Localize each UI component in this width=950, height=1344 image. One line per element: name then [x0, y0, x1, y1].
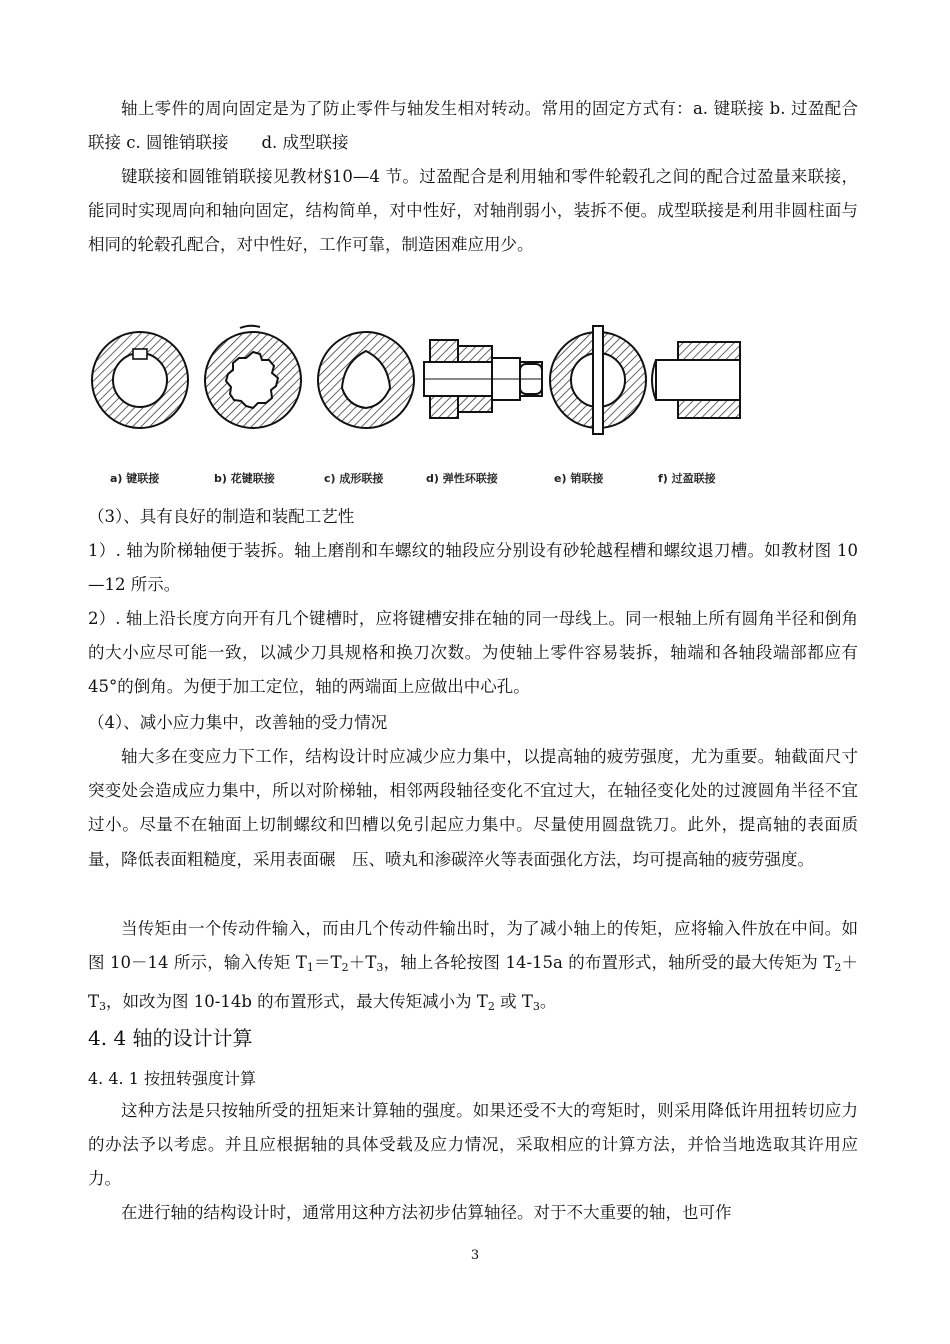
text-run: ，如改为图 10-14b 的布置形式，最大传矩减小为 T	[106, 992, 488, 1012]
heading-stress-concentration: （4）、减小应力集中，改善轴的受力情况	[88, 713, 388, 732]
figure-shaft-connections	[88, 318, 858, 494]
subscript: 1	[306, 961, 314, 975]
caption-e: e) 销联接	[554, 472, 604, 485]
paragraph-keyways: 2）. 轴上沿长度方向开有几个键槽时，应将键槽安排在轴的同一母线上。同一根轴上所有圆角半径和倒角的大小应尽可能一致，以减少刀具规格和换刀次数。为使轴上零件容易装拆，轴端和各轴段端部都应有45°的倒角。为便于加工定位，轴的两端面上应做出中心孔。	[88, 609, 858, 697]
text-run: ＋T	[348, 953, 377, 973]
section-heading-4-4: 4. 4 轴的设计计算	[88, 1026, 253, 1050]
text-run: 当传矩由一个传动件输入，而由几个传动件输出时，为了减小轴上的传矩，应将输入件放在中间。如图 10－14 所示，输入传矩 T	[88, 919, 858, 973]
text-run: 。	[539, 992, 557, 1012]
caption-b: b) 花键联接	[214, 472, 275, 485]
subscript: 2	[487, 1000, 495, 1014]
subscript: 2	[341, 961, 349, 975]
caption-c: c) 成形联接	[324, 472, 384, 485]
subscript: 2	[834, 961, 842, 975]
spline-connection-drawing	[205, 326, 301, 428]
paragraph-fatigue: 轴大多在变应力下工作，结构设计时应减少应力集中，以提高轴的疲劳强度，尤为重要。轴截面尺寸突变处会造成应力集中，所以对阶梯轴，相邻两段轴径变化不宜过大，在轴径变化处的过渡圆角半径不宜过小。尽量不在轴面上切制螺纹和凹槽以免引起应力集中。尽量使用圆盘铣刀。此外，提高轴的表面质量，降低表面粗糙度，采用表面碾 压、喷丸和渗碳淬火等表面强化方法，均可提高轴的疲劳强度。	[88, 747, 858, 869]
key-connection-drawing	[92, 332, 188, 428]
shaped-connection-drawing	[318, 332, 414, 428]
page-number: 3	[470, 1248, 480, 1263]
section-heading-4-4-1: 4. 4. 1 按扭转强度计算	[88, 1069, 256, 1088]
paragraph-key-and-interference: 键联接和圆锥销联接见教材§10—4 节。过盈配合是利用轴和零件轮毂孔之间的配合过盈量来联接，能同时实现周向和轴向固定，结构简单，对中性好，对轴削弱小，装拆不便。成型联接是利用非圆柱面与相同的轮毂孔配合，对中性好，工作可靠，制造困难应用少。	[88, 167, 858, 255]
caption-d: d) 弹性环联接	[426, 472, 498, 485]
paragraph-torque-layout	[88, 912, 858, 1025]
text-run: 或 T	[494, 992, 533, 1012]
caption-a: a) 键联接	[110, 472, 160, 485]
paragraph-preliminary-estimate: 在进行轴的结构设计时，通常用这种方法初步估算轴径。对于不大重要的轴，也可作	[121, 1203, 732, 1222]
paragraph-torsion-method: 这种方法是只按轴所受的扭矩来计算轴的强度。如果还受不大的弯矩时，则采用降低许用扭转切应力的办法予以考虑。并且应根据轴的具体受载及应力情况，采取相应的计算方法，并恰当地选取其许用应力。	[88, 1101, 858, 1189]
heading-manufacturing: （3）、具有良好的制造和装配工艺性	[88, 507, 355, 526]
caption-f: f) 过盈联接	[658, 472, 716, 485]
text-run: ＝T	[313, 953, 342, 973]
text-run: ，轴上各轮按图 14-15a 的布置形式，轴所受的最大传矩为 T	[383, 953, 835, 973]
paragraph-circumferential-fixing: 轴上零件的周向固定是为了防止零件与轴发生相对转动。常用的固定方式有：a. 键联接 b. 过盈配合联接 c. 圆锥销联接 d. 成型联接	[88, 99, 858, 153]
paragraph-stepped-shaft: 1）. 轴为阶梯轴便于装拆。轴上磨削和车螺纹的轴段应分别设有砂轮越程槽和螺纹退刀槽。如教材图 10—12 所示。	[88, 541, 858, 595]
subscript: 3	[532, 1000, 540, 1014]
interference-fit-drawing	[652, 342, 740, 418]
elastic-ring-connection-drawing	[424, 340, 542, 418]
pin-connection-drawing	[550, 326, 646, 434]
subscript: 3	[376, 961, 384, 975]
text-run: ＋T	[88, 953, 858, 1012]
subscript: 3	[99, 1000, 107, 1014]
